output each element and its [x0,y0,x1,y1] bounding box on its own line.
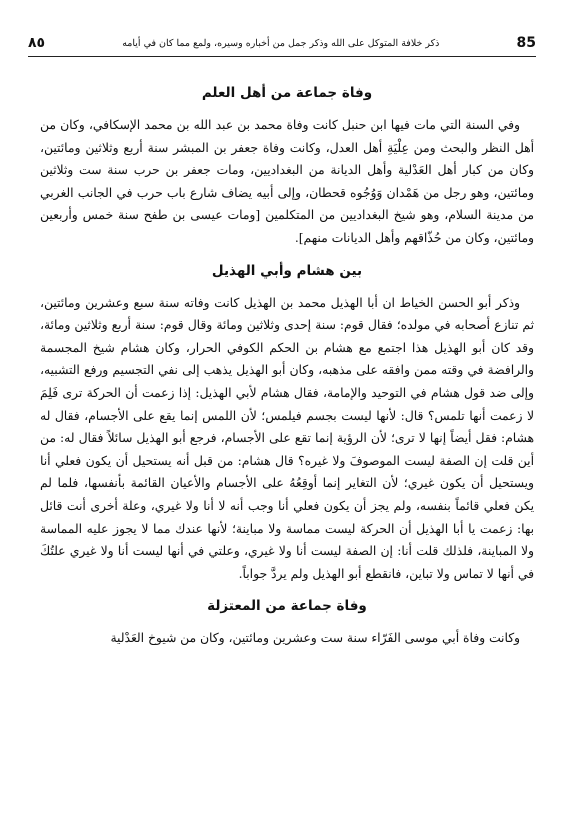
paragraph-scholars-death: وفي السنة التي مات فيها ابن حنبل كانت وفاة محمد بن عبد الله بن محمد الإسكافي، وكان من أهل النظر والبحث ومن عِلْيَةِ أهل العدل، وكانت وفاة جعفر بن المبشر سنة أربع وثلاثين ومائتين، وكان من كبار أهل العَدْلية وأهل الديانة من البغداديين، ومات جعفر بن حرب سنة ست وثلاثين ومائتين، وهو رجل من هَمْدان وَوُجُوه قحطان، وإلى أبيه يضاف شارع باب حرب في الجانب الغربي من مدينة السلام، وهو شيخ البغداديين من المتكلمين [ومات عيسى بن طفح سنة خمس وأربعين ومائتين، وكان من حُذّاقهم وأهل الديانات منهم]. [40,118,534,245]
section-heading-scholars-death: وفاة جماعة من أهل العلم [201,85,373,101]
section-heading-mutazila-death: وفاة جماعة من المعتزلة [207,598,367,615]
page-number-right: 85 [516,35,536,51]
running-header [28,30,536,57]
page-number-left: ٨٥ [28,35,46,51]
section-heading-hisham-abu-hudhayl: بين هشام وأبي الهذيل [211,262,363,279]
running-header-title: ذكر خلافة المتوكل على الله وذكر جمل من أخباره وسيره، ولمع مما كان في أيامه [122,37,440,49]
page-body [40,82,534,660]
paragraph-mutazila-death: وكانت وفاة أبي موسى الفَرّاء سنة ست وعشرين ومائتين، وكان من شيوخ العَدْلية [110,631,520,646]
paragraph-hisham-abu-hudhayl: وذكر أبو الحسن الخياط ان أبا الهذيل محمد بن الهذيل كانت وفاته سنة سبع وعشرين ومائتين، ثم تنازع أصحابه في مولده؛ فقال قوم: سنة إحدى وثلاثين ومائة وقال قوم: سنة أربع وثلاثين ومائة، وقد كان أبو الهذيل هذا اجتمع مع هشام بن الحكم الكوفي الحرار، وكان هشام شيخ المجسمة والرافضة في وقته ممن وافقه على مذهبه، وكان أبو الهذيل يذهب إلى نفي التجسيم ورفع التشبيه، وإلى ضد قول هشام في التوحيد والإمامة، فقال هشام لأبي الهذيل: إذا زعمت أن الحركة ترى فَلِمَ لا زعمت أنها تلمس؟ قال: لأنها ليست بجسم فيلمس؛ لأن اللمس إنما يقع على الأجسام، فقال له هشام: فقل أيضاً إنها لا ترى؛ لأن الرؤية إنما تقع على الأجسام، فرجع أبو الهذيل سائلاً فقال له: من أين قلت إن الصفة ليست الموصوفَ ولا غيره؟ قال هشام: من قبل أنه يستحيل أن يكون فعلي أنا ويستحيل أن يكون غيري؛ لأن التغاير إنما أوقِعُهُ على الأجسام والأعيان القائمة بأنفسها، فلما لم يكن فعلي قائماً بنفسه، ولم يجز أن يكون فعلي أنا وجب أنه لا أنا ولا غيري، وعلة أخرى أنت قائل بها: زعمت يا أبا الهذيل أن الحركة ليست مماسة ولا مباينة؛ لأنها عندك مما لا يجوز عليه المماسة ولا المباينة، فلذلك قلت أنا: إن الصفة ليست أنا ولا غيري، وعلتي في أنها ليست أنا ولا غيري علتُكَ في أنها لا تماس ولا تباين، فانقطع أبو الهذيل ولم يردَّ جواباً. [40,295,534,581]
